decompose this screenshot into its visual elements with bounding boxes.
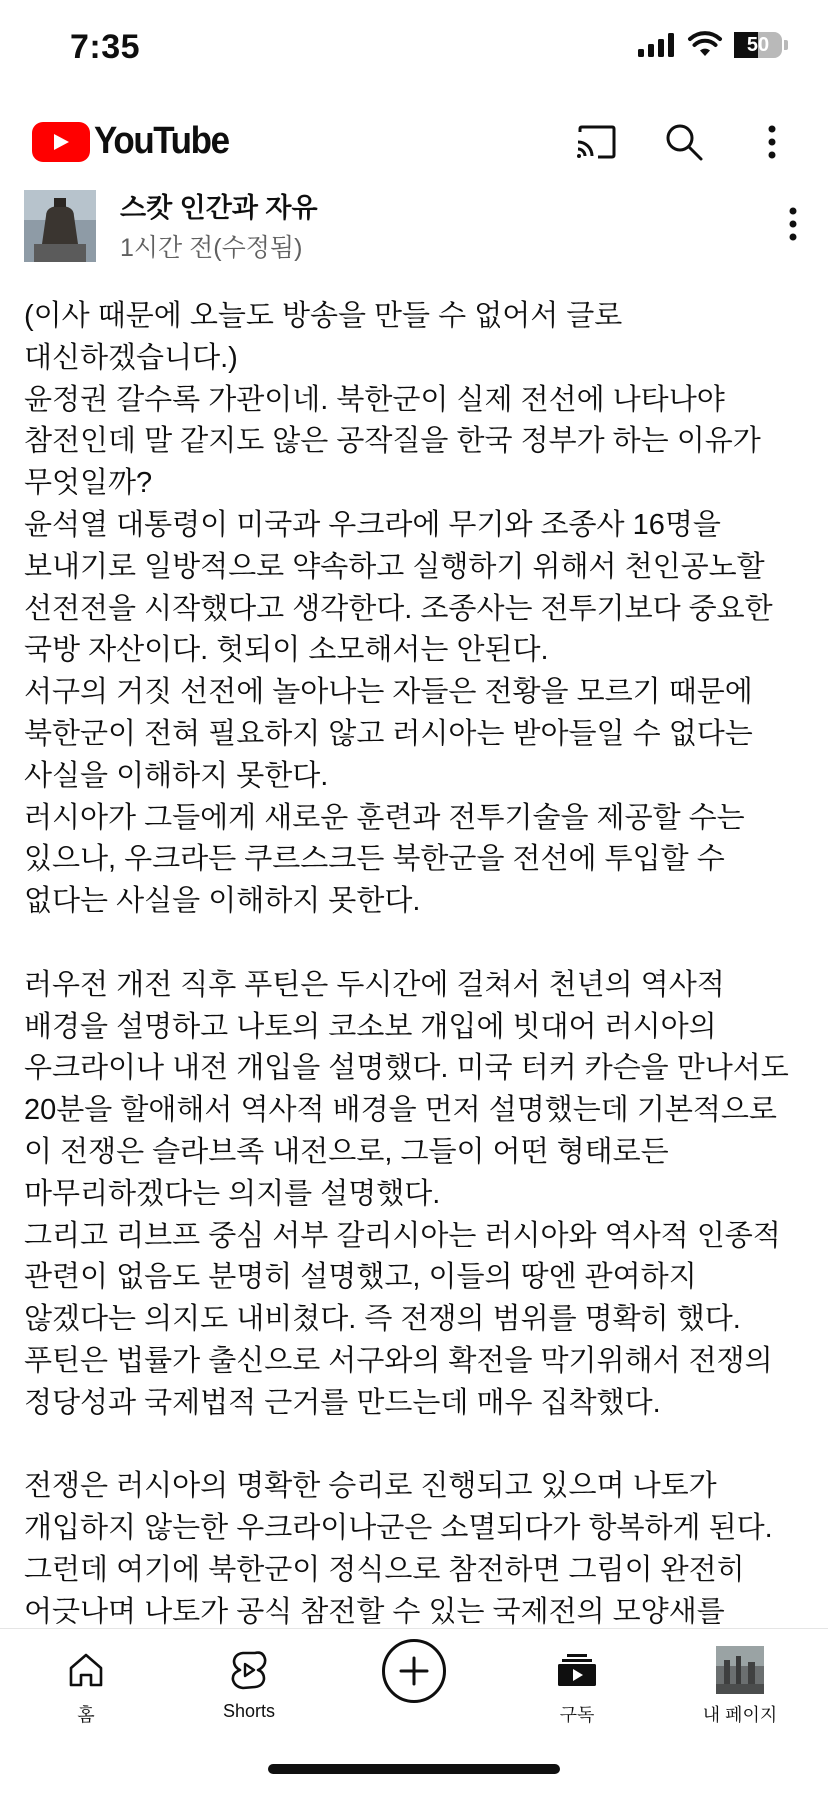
nav-home-label: 홈 — [77, 1705, 95, 1725]
status-time: 7:35 — [70, 28, 141, 66]
post-timestamp: 1시간 전(수정됨) — [120, 234, 303, 262]
search-icon[interactable] — [662, 120, 706, 164]
nav-shorts-label: Shorts — [222, 1701, 276, 1721]
profile-avatar-icon — [716, 1643, 764, 1697]
home-icon — [67, 1643, 105, 1697]
status-icons — [638, 32, 788, 58]
logo-text: YouTube — [94, 120, 229, 162]
post-text-line: 윤정권 갈수록 가관이네. 북한군이 실제 전선에 나타나야 참전인데 말 같지도 않은 공작질을 한국 정부가 하는 이유가 무엇일까? — [24, 383, 769, 500]
shorts-icon — [231, 1643, 267, 1697]
post-text-line: 푸틴은 법률가 출신으로 서구와의 확전을 막기위해서 전쟁의 정당성과 국제법적 근거를 만드는데 매우 집착했다. — [24, 1344, 781, 1419]
battery-level: 50 — [746, 33, 770, 56]
cast-icon[interactable] — [574, 120, 618, 164]
home-indicator — [268, 1764, 560, 1774]
youtube-logo[interactable] — [32, 120, 240, 163]
post-text-line: 그리고 리브프 중심 서부 갈리시아는 러시아와 역사적 인종적 관련이 없음도 분명히 설명했고, 이들의 땅엔 관여하지 않겠다는 의지도 내비쳤다. 즉 전쟁의 범위를 명확히 했다. — [24, 1219, 789, 1336]
post-body — [24, 296, 797, 1628]
battery-icon — [734, 32, 782, 58]
post-header — [0, 184, 828, 274]
profile-avatar — [716, 1646, 764, 1694]
create-plus-icon[interactable] — [382, 1639, 446, 1703]
paragraph-gap — [24, 923, 794, 965]
post-text-line: (이사 때문에 오늘도 방송을 만들 수 없어서 글로 대신하겠습니다.) — [24, 300, 631, 374]
youtube-play-icon — [32, 122, 90, 162]
post-more-icon[interactable] — [778, 204, 808, 244]
channel-avatar[interactable] — [24, 190, 96, 262]
channel-name[interactable]: 스캇 인간과 자유 — [120, 193, 318, 223]
nav-my-page[interactable] — [670, 1643, 810, 1753]
cellular-signal-icon — [638, 33, 676, 57]
subscriptions-icon — [557, 1643, 597, 1697]
more-vertical-icon[interactable] — [750, 120, 794, 164]
paragraph-gap — [24, 1425, 794, 1467]
post-text-line: 러우전 개전 직후 푸틴은 두시간에 걸쳐서 천년의 역사적 배경을 설명하고 나토의 코소보 개입에 빗대어 러시아의 우크라이나 내전 개입을 설명했다. 미국 터커 카슨을 만나서도 20분을 할애해서 역사적 배경을 먼저 설명했는데 기본적으로 이 전쟁은 슬라브족 내전으로, 그들이 어떤 형태로든 마무리하겠다는 의지를 설명했다. — [24, 968, 797, 1210]
app-header — [0, 100, 828, 180]
nav-home[interactable] — [16, 1643, 156, 1753]
status-bar — [0, 0, 828, 100]
post-text-line: 윤석열 대통령이 미국과 우크라에 무기와 조종사 16명을 보내기로 일방적으로 약속하고 실행하기 위해서 천인공노할 선전전을 시작했다고 생각한다. 조종사는 전투기보다 중요한 국방 자산이다. 헛되이 소모해서는 안된다. — [24, 508, 781, 667]
battery-tip — [784, 40, 788, 50]
post-text-line: 그런데 여기에 북한군이 정식으로 참전하면 그림이 완전히 어긋나며 나토가 공식 참전할 수 있는 국제전의 모양새를 — [24, 1553, 745, 1628]
wifi-icon — [688, 32, 722, 58]
post-text-line: 러시아가 그들에게 새로운 훈련과 전투기술을 제공할 수는 있으나, 우크라든 쿠르스크든 북한군을 전선에 투입할 수 없다는 사실을 이해하지 못한다. — [24, 801, 753, 918]
post-text-line: 전쟁은 러시아의 명확한 승리로 진행되고 있으며 나토가 개입하지 않는한 우크라이나군은 소멸되다가 항복하게 된다. — [24, 1470, 773, 1545]
post-text-line: 서구의 거짓 선전에 놀아나는 자들은 전황을 모르기 때문에 북한군이 전혀 필요하지 않고 러시아는 받아들일 수 없다는 사실을 이해하지 못한다. — [24, 676, 761, 792]
nav-shorts[interactable] — [179, 1643, 319, 1753]
nav-subscriptions-label: 구독 — [559, 1705, 595, 1725]
nav-my-page-label: 내 페이지 — [702, 1705, 778, 1725]
nav-subscriptions[interactable] — [507, 1643, 647, 1753]
